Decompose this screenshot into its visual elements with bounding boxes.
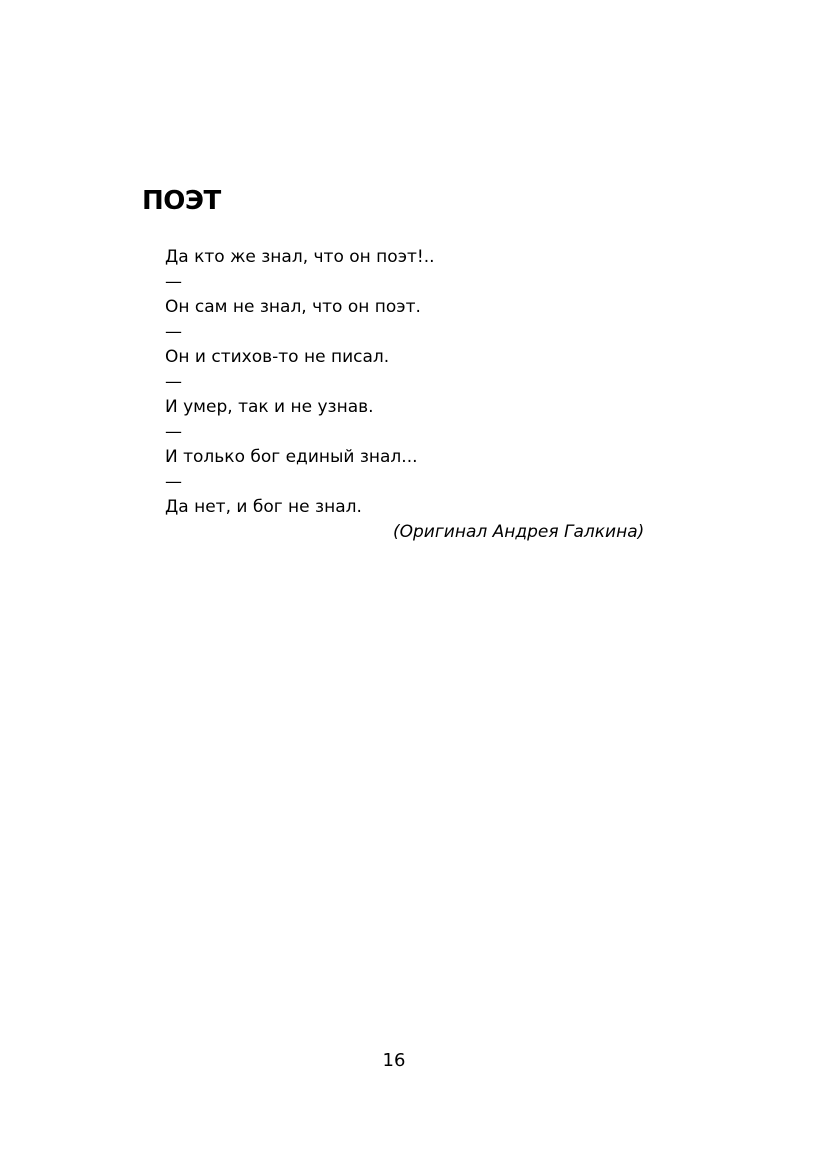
poem-attribution: (Оригинал Андрея Галкина): [393, 522, 645, 542]
page-number: 16: [382, 1050, 406, 1071]
poem-line-dash: —: [165, 372, 182, 392]
poem-title: ПОЭТ: [142, 186, 221, 216]
poem-line: Он сам не знал, что он поэт.: [165, 297, 421, 317]
poem-line: Да кто же знал, что он поэт!..: [165, 247, 435, 267]
poem-body: [165, 245, 685, 520]
poem-line: И только бог единый знал...: [165, 447, 418, 467]
poem-line-dash: —: [165, 472, 182, 492]
poem-line-dash: —: [165, 272, 182, 292]
poem-line: Да нет, и бог не знал.: [165, 497, 362, 517]
poem-line: И умер, так и не узнав.: [165, 397, 374, 417]
poem-line-dash: —: [165, 322, 182, 342]
poem-line: Он и стихов-то не писал.: [165, 347, 390, 367]
poem-line-dash: —: [165, 422, 182, 442]
